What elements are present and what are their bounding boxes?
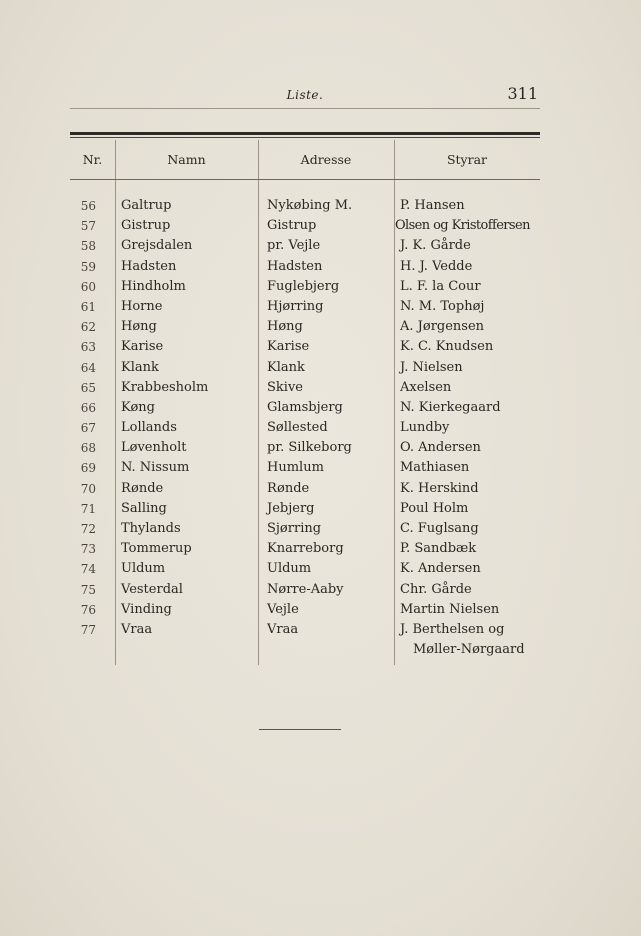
cell-nr: 68 [80,441,96,456]
cell-nr: 59 [80,259,96,274]
cell-namn: Horne [121,298,163,314]
cell-styrar: Chr. Gårde [400,581,472,597]
cell-styrar: J. K. Gårde [400,238,471,254]
cell-namn: Rønde [121,480,164,496]
cell-adresse: Nykøbing M. [267,198,353,213]
cell-adresse: Glamsbjerg [267,399,343,415]
cell-namn: Galtrup [121,198,172,213]
cell-namn: N. Nissum [121,460,190,476]
cell-styrar: J. Nielsen [400,359,463,375]
cell-nr: 67 [80,421,96,436]
cell-styrar: H. J. Vedde [400,258,473,274]
schools-table [70,132,540,672]
cell-namn: Lollands [121,420,177,436]
cell-adresse: Høng [267,319,303,335]
table-row-continuation [70,640,540,660]
cell-namn: Løvenholt [121,440,187,456]
header-rule [70,179,540,180]
cell-styrar: N. M. Tophøj [400,298,485,314]
table-row [70,337,540,357]
cell-styrar: P. Sandbæk [400,541,477,557]
cell-styrar: Martin Nielsen [400,601,500,617]
cell-styrar: K. Herskind [400,480,479,496]
cell-namn: Thylands [121,521,181,536]
cell-adresse: Søllested [267,420,328,436]
running-head [70,84,540,109]
cell-styrar: N. Kierkegaard [400,399,501,415]
cell-namn: Køng [121,399,156,415]
cell-nr: 75 [80,582,96,597]
table-row [70,499,540,519]
cell-nr: 77 [80,622,96,637]
cell-styrar: J. Berthelsen og [400,621,505,637]
cell-adresse: Uldum [267,561,312,577]
cell-adresse: Karise [267,339,310,355]
cell-adresse: Knarreborg [267,541,344,557]
cell-adresse: Sjørring [267,521,322,536]
table-row [70,297,540,317]
cell-namn: Høng [121,319,157,335]
cell-styrar: A. Jørgensen [400,319,485,335]
cell-adresse: Vejle [267,601,299,617]
cell-namn: Gistrup [121,218,171,234]
cell-styrar-continuation: Møller-Nørgaard [413,642,525,658]
cell-nr: 72 [80,522,96,536]
cell-styrar: Lundby [400,420,450,436]
cell-nr: 57 [80,219,96,234]
cell-adresse: Humlum [267,460,324,476]
table-row [70,236,540,256]
cell-adresse: Skive [267,379,303,395]
table-body [70,196,540,660]
table-row [70,317,540,337]
cell-styrar: Poul Holm [400,500,469,516]
column-header-nr: Nr. [82,152,103,167]
table-row [70,358,540,378]
cell-styrar: O. Andersen [400,440,481,456]
table-row [70,580,540,600]
cell-styrar: L. F. la Cour [400,278,481,294]
cell-styrar: Olsen og Kristoffersen [395,218,530,234]
cell-nr: 58 [80,239,96,254]
cell-nr: 62 [80,320,96,335]
page-number: 311 [507,84,538,103]
cell-styrar: Axelsen [400,379,452,395]
cell-namn: Vesterdal [121,581,183,597]
table-row [70,600,540,620]
cell-namn: Uldum [121,561,166,577]
table-top-rule-thin [70,137,540,138]
table-row [70,519,540,539]
table-row [70,559,540,579]
cell-adresse: Hadsten [267,258,323,274]
table-row [70,257,540,277]
cell-adresse: pr. Silkeborg [267,440,352,456]
cell-nr: 56 [80,199,96,213]
table-top-rule [70,132,540,135]
cell-nr: 73 [80,542,96,557]
cell-adresse: Fuglebjerg [267,278,340,294]
running-title: Liste. [286,88,324,102]
cell-adresse: pr. Vejle [267,238,321,254]
cell-nr: 70 [80,481,96,496]
cell-adresse: Klank [267,359,305,375]
cell-namn: Vraa [121,621,153,637]
table-row [70,438,540,458]
cell-namn: Karise [121,339,164,355]
cell-nr: 71 [80,501,96,516]
cell-namn: Grejsdalen [121,238,193,254]
cell-namn: Vinding [121,601,172,617]
table-row [70,479,540,499]
cell-nr: 76 [80,602,96,617]
cell-adresse: Gistrup [267,218,317,234]
table-row [70,458,540,478]
column-header-styrar: Styrar [446,152,488,167]
cell-namn: Tommerup [121,541,192,557]
cell-namn: Hadsten [121,258,177,274]
table-row [70,620,540,640]
cell-namn: Klank [121,359,159,375]
cell-styrar: C. Fuglsang [400,521,479,536]
cell-nr: 65 [80,380,96,395]
cell-nr: 60 [80,279,96,294]
cell-namn: Krabbesholm [121,379,209,395]
cell-styrar: K. C. Knudsen [400,339,494,355]
column-header-namn: Namn [167,152,206,167]
cell-adresse: Rønde [267,480,310,496]
table-row [70,539,540,559]
cell-styrar: P. Hansen [400,198,465,213]
cell-nr: 66 [80,400,96,415]
cell-adresse: Nørre-Aaby [267,581,344,597]
end-rule [259,729,341,730]
table-row [70,398,540,418]
table-row [70,277,540,297]
cell-adresse: Vraa [267,621,299,637]
cell-styrar: K. Andersen [400,561,481,577]
table-row [70,378,540,398]
cell-styrar: Mathiasen [400,460,470,476]
column-header-adresse: Adresse [300,152,352,167]
cell-nr: 61 [80,299,96,314]
cell-namn: Salling [121,500,167,516]
table-row [70,196,540,216]
table-row [70,418,540,438]
cell-adresse: Jebjerg [267,500,315,516]
cell-nr: 69 [80,461,96,476]
cell-adresse: Hjørring [267,298,324,314]
cell-namn: Hindholm [121,278,186,294]
cell-nr: 74 [80,562,96,577]
cell-nr: 63 [80,340,96,355]
cell-nr: 64 [80,360,96,375]
table-row [70,216,540,236]
